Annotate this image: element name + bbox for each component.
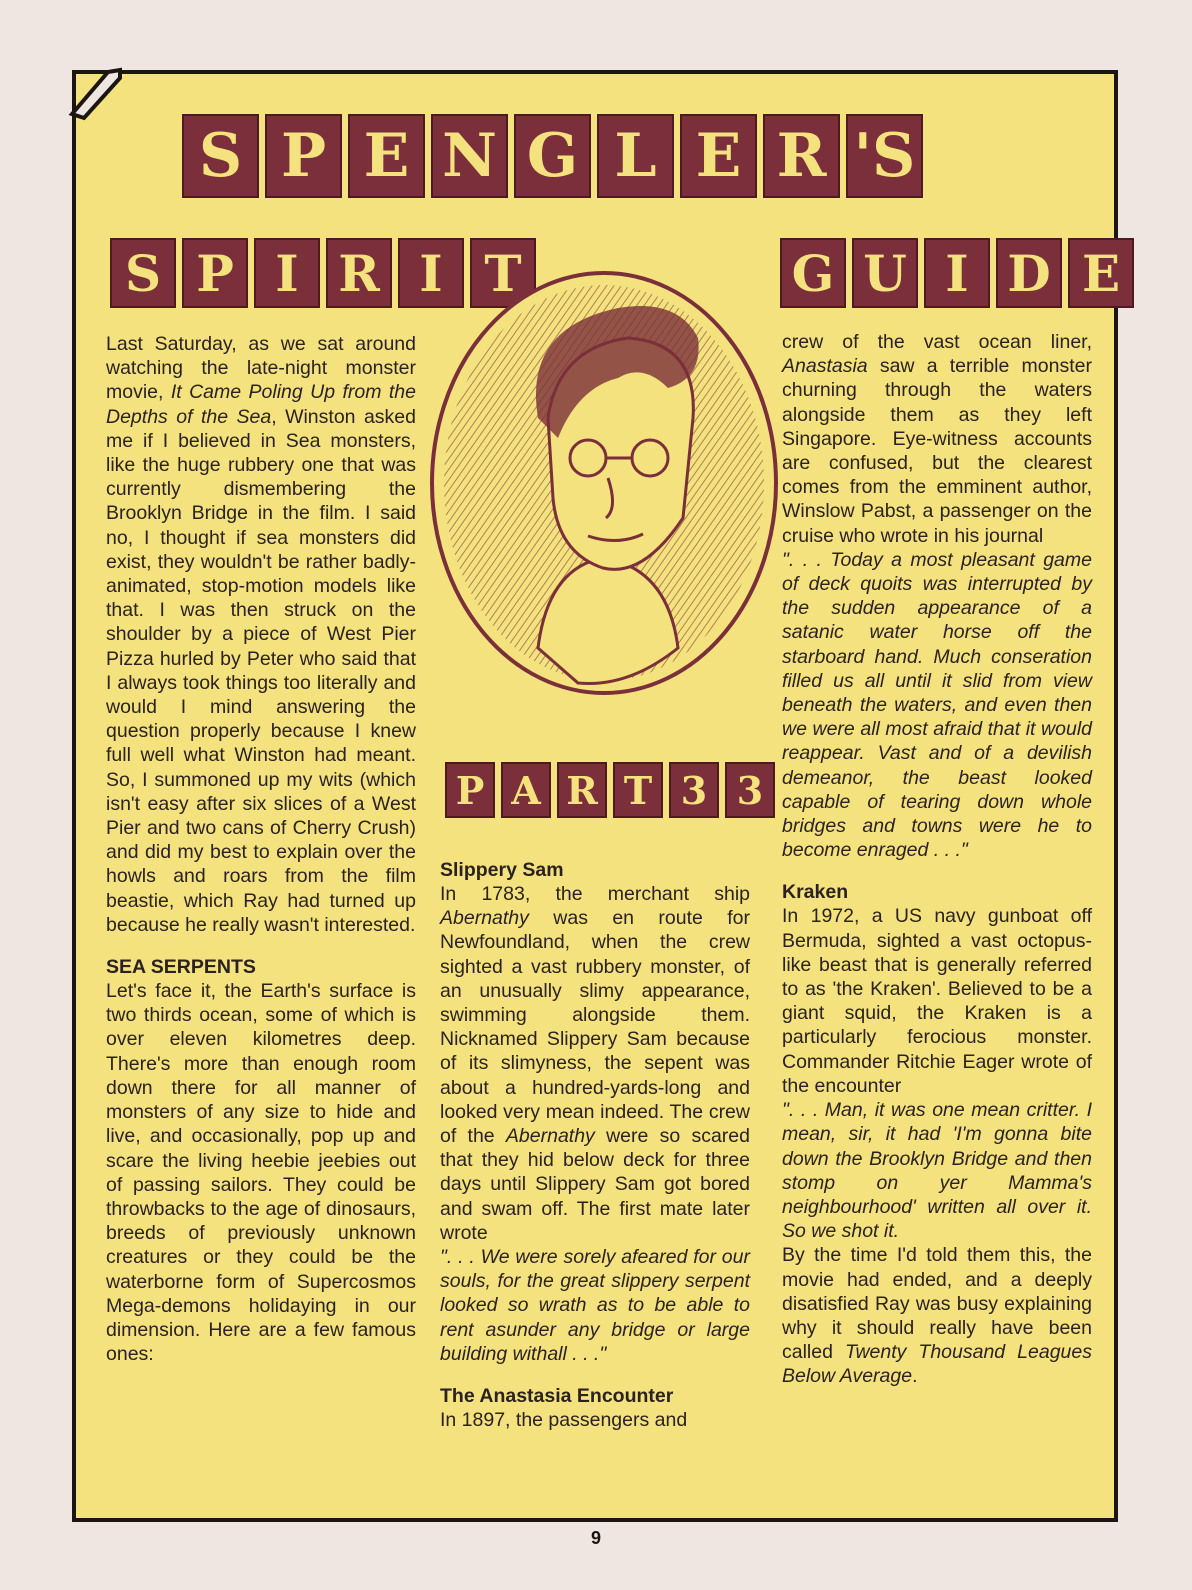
- title-letter-tile: S: [110, 238, 176, 308]
- kraken-text: In 1972, a US navy gunboat off Bermuda, sighted a vast octopus-like beast that is generally referred to as 'the Kraken'. Believed to be a giant squid, the Kraken is a particularly ferocious monster. Commander Ritchie Eager wrote of the encounter: [782, 905, 1092, 1097]
- title-letter-tile: P: [265, 114, 342, 198]
- title-letter-tile: 3: [669, 762, 719, 818]
- title-letter-tile: P: [182, 238, 248, 308]
- title-letter-tile: D: [996, 238, 1062, 308]
- title-letter-tile: I: [924, 238, 990, 308]
- title-letter-tile: P: [445, 762, 495, 818]
- title-letter-tile: N: [431, 114, 508, 198]
- sam-text-cont: was en route for Newfoundland, when the crew sighted a vast rubbery monster, of an unusually slimy appearance, swimming alongside them. Nicknamed Slippery Sam because of its slimyness, the sepent was about a hundred-yards-long and looked very mean indeed. The crew of the: [440, 907, 750, 1148]
- title-letter-tile: I: [398, 238, 464, 308]
- liner-name: Anastasia: [782, 355, 868, 378]
- column-2: [440, 858, 750, 1432]
- title-letter-tile: R: [763, 114, 840, 198]
- sam-quote: ". . . We were sorely afeared for our souls, for the great slippery serpent looked so wrath as to be able to rent asunder any bridge or large building withall . . .": [440, 1246, 750, 1365]
- kraken-quote: ". . . Man, it was one mean critter. I mean, sir, it had 'I'm gonna bite down the Brooklyn Bridge and then stomp on yer Mamma's neighbourhood' written all over it. So we shot it.: [782, 1099, 1092, 1243]
- sam-text: In 1783, the merchant ship: [440, 883, 750, 905]
- ending-text: By the time I'd told them this, the movie had ended, and a deeply disatisfied Ray was busy explaining why it should really have been called: [782, 1244, 1092, 1364]
- intro-text-cont: , Winston asked me if I believed in Sea monsters, like the huge rubbery one that was currently dismembering the Brooklyn Bridge in the film. I said no, I thought if sea monsters did exist, they wouldn't be rather badly-animated, stop-motion models like that. I was then struck on the shoulder by a piece of West Pier Pizza hurled by Peter who said that I always took things too literally and would I mind answering the question properly because I knew full well what Winston had meant. So, I summoned up my wits (which isn't easy after six slices of a West Pier and two cans of Cherry Crush) and did my best to explain over the howls and roars from the film beastie, which Ray had turned up because he really wasn't interested.: [106, 405, 416, 936]
- joke-title: Twenty Thousand Leagues Below Average: [782, 1341, 1092, 1388]
- title-letter-tile: I: [254, 238, 320, 308]
- title-letter-tile: U: [852, 238, 918, 308]
- ship-name: Abernathy: [440, 907, 529, 930]
- egon-portrait-illustration: [428, 268, 780, 698]
- ending-period: .: [912, 1365, 918, 1388]
- heading-slippery-sam: Slippery Sam: [440, 859, 564, 881]
- title-letter-tile: T: [613, 762, 663, 818]
- title-guide: [780, 238, 1134, 308]
- title-letter-tile: E: [1068, 238, 1134, 308]
- heading-sea-serpents: SEA SERPENTS: [106, 956, 256, 979]
- page-number: 9: [590, 1528, 601, 1548]
- title-letter-tile: G: [514, 114, 591, 198]
- ship-name-2: Abernathy: [505, 1125, 595, 1148]
- title-letter-tile: 3: [725, 762, 775, 818]
- sea-serpents-text: Let's face it, the Earth's surface is two thirds ocean, some of which is over eleven kilometres deep. There's more than enough room down there for all manner of monsters of any size to hide and live, and occasionally, pop up and scare the living heebie jeebies out of passing sailors. They could be throwbacks to the age of dinosaurs, breeds of previously unknown creatures or they could be the waterborne form of Supercosmos Mega-demons holidaying in our dimension. Here are a few famous ones:: [106, 980, 416, 1366]
- column-3: [782, 330, 1092, 1389]
- heading-kraken: Kraken: [782, 881, 849, 904]
- anastasia-text-end: saw a terrible monster churning through the waters alongside them as they left Singapore. Eye-witness accounts are confused, but the clearest comes from the emminent author, Winslow Pabst, a passenger on the cruise who wrote in his journal: [782, 355, 1092, 547]
- anastasia-text: In 1897, the passengers and: [440, 1409, 688, 1432]
- title-letter-tile: A: [501, 762, 551, 818]
- anastasia-quote: ". . . Today a most pleasant game of deck quoits was interrupted by the sudden appearance of a satanic water horse off the starboard hand. Much conseration filled us all until it slid from view beneath the waters, and even then we were all most afraid that it would reappear. Vast and of a devilish demeanor, the beast looked capable of tearing down whole bridges and towns were he to become enraged . . .": [782, 548, 1092, 862]
- title-letter-tile: G: [780, 238, 846, 308]
- title-letter-tile: R: [326, 238, 392, 308]
- anastasia-text-cont: crew of the vast ocean liner,: [782, 331, 1092, 353]
- heading-anastasia: The Anastasia Encounter: [440, 1385, 674, 1408]
- title-letter-tile: R: [557, 762, 607, 818]
- title-letter-tile: 'S: [846, 114, 923, 198]
- title-spenglers: [182, 114, 923, 198]
- title-letter-tile: L: [597, 114, 674, 198]
- title-letter-tile: E: [348, 114, 425, 198]
- title-letter-tile: E: [680, 114, 757, 198]
- column-1: [106, 332, 416, 1366]
- title-part: [445, 762, 775, 818]
- intro-text: Last Saturday, as we sat around watching the late-night monster movie,: [106, 333, 416, 404]
- corner-fold-icon: [64, 64, 124, 124]
- title-letter-tile: S: [182, 114, 259, 198]
- title-letter-tile: T: [470, 238, 536, 308]
- sam-text-end: were so scared that they hid below deck for three days until Slippery Sam got bored and swam off. The first mate later wrote: [440, 1125, 750, 1244]
- movie-title: It Came Poling Up from the Depths of the Sea: [106, 381, 416, 428]
